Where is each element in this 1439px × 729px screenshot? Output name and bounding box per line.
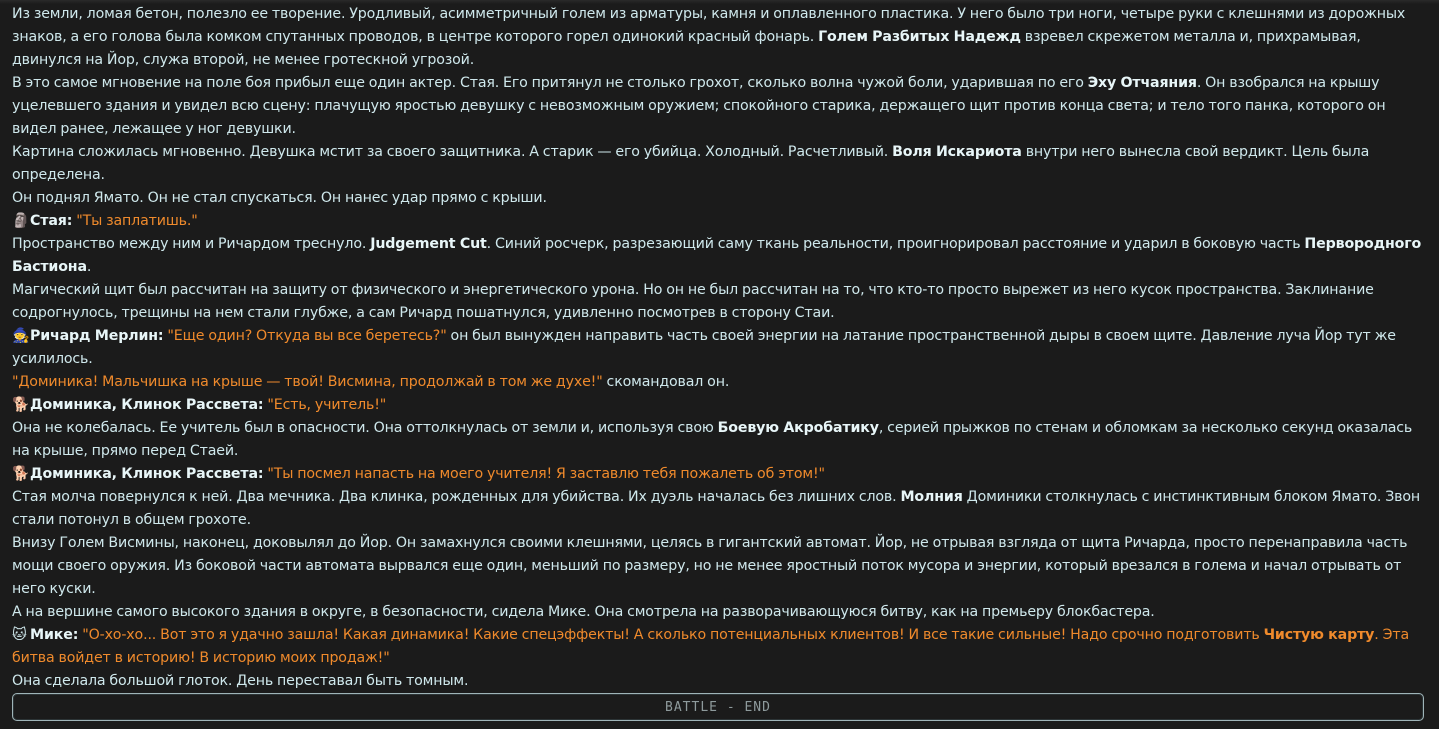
dialogue-quote: "Есть, учитель!" (267, 397, 387, 413)
dialogue-quote: "Ты заплатишь." (76, 213, 198, 229)
narration-paragraph: Внизу Голем Висмины, наконец, доковылял до Йор. Он замахнулся своими клешнями, целясь в гигантский автомат. Йор, не отрывая взгляда от щита Ричарда, просто перенаправила часть мощи своего оружия. Из боковой части автомата вырвался еще один, меньший по размеру, но не менее яростный поток мусора и энергии, который врезался в голема и начал отрывать от него куски. (12, 535, 1408, 597)
narration-paragraph: А на вершине самого высокого здания в округе, в безопасности, сидела Мике. Она смотрела на разворачивающуюся битву, как на премьеру блокбастера. (12, 604, 1155, 620)
narration-paragraph: Стая молча повернулся к ней. Два мечника. Два клинка, рожденных для убийства. Их дуэль началась без лишних слов. Молния Доминики столкнулась с инстинктивным блоком Ямато. Звон стали потонул в общем грохоте. (12, 489, 1421, 528)
speaker-name: Доминика, Клинок Рассвета: (30, 397, 264, 413)
narration-paragraph: Из земли, ломая бетон, полезло ее творение. Уродливый, асимметричный голем из арматуры, камня и оплавленного пластика. У него было три ноги, четыре руки с клешнями из дорожных знаков, а его голова была комком спутанных проводов, в центре которого горел одинокий красный фонарь. Голем Разбитых Надежд взревел скрежетом металла и, прихрамывая, двинулся на Йор, служа второй, не менее гротескной угрозой. (12, 6, 1406, 68)
narration-paragraph: Пространство между ним и Ричардом треснуло. Judgement Cut. Синий росчерк, разрезающий саму ткань реальности, проигнорировал расстояние и ударил в боковую часть Первородного Бастиона. (12, 236, 1422, 275)
narration-paragraph: Она сделала большой глоток. День переставал быть томным. (12, 673, 469, 689)
dialogue-line (12, 624, 1424, 670)
cat-icon: 🐱 (12, 627, 27, 643)
dialogue-quote: "Ты посмел напасть на моего учителя! Я заставлю тебя пожалеть об этом!" (267, 466, 825, 482)
dialogue-quote: "Доминика! Мальчишка на крыше — твой! Висмина, продолжай в том же духе!" (12, 374, 603, 390)
battle-end-label: BATTLE - END (665, 699, 771, 715)
dialogue-line (12, 394, 1424, 417)
dog-icon: 🐕 (12, 466, 30, 482)
moai-icon: 🗿 (12, 213, 30, 229)
narration-paragraph: В это самое мгновение на поле боя прибыл еще один актер. Стая. Его притянул не столько грохот, сколько волна чужой боли, ударившая по его Эху Отчаяния. Он взобрался на крышу уцелевшего здания и увидел всю сцену: плачущую яростью девушку с невозможным оружием; спокойного старика, держащего щит против конца света; и тело того панка, которого он видел ранее, лежащее у ног девушки. (12, 75, 1386, 137)
dog-icon: 🐕 (12, 397, 30, 413)
narration-paragraph: Он поднял Ямато. Он не стал спускаться. Он нанес удар прямо с крыши. (12, 190, 547, 206)
battle-end-button[interactable] (12, 693, 1424, 721)
speaker-name: Доминика, Клинок Рассвета: (30, 466, 264, 482)
dialogue-line (12, 210, 1424, 233)
dialogue-line: "Доминика! Мальчишка на крыше — твой! Висмина, продолжай в том же духе!" скомандовал он. (12, 374, 730, 390)
narration-paragraph: Она не колебалась. Ее учитель был в опасности. Она оттолкнулась от земли и, используя свою Боевую Акробатику, серией прыжков по стенам и обломкам за несколько секунд оказалась на крыше, прямо перед Стаей. (12, 420, 1413, 459)
dialogue-line: 🧙Ричард Мерлин: "Еще один? Откуда вы все беретесь?" он был вынужден направить часть своей энергии на латание пространственной дыры в своем щите. Давление луча Йор тут же усилилось. (12, 325, 1424, 371)
speaker-name: Стая: (30, 213, 73, 229)
dialogue-quote: "Еще один? Откуда вы все беретесь?" (167, 328, 447, 344)
speaker-name: Мике: (30, 627, 79, 643)
narration-paragraph: Магический щит был рассчитан на защиту от физического и энергетического урона. Но он не был рассчитан на то, что кто-то просто вырежет из него кусок пространства. Заклинание содрогнулось, трещины на нем стали глубже, а сам Ричард пошатнулся, удивленно посмотрев в сторону Стаи. (12, 282, 1374, 321)
dialogue-quote: "О-хо-хо... Вот это я удачно зашла! Какая динамика! Какие спецэффекты! А сколько потенциальных клиентов! И все такие сильные! Надо срочно подготовить Чистую карту. Эта битва войдет в историю! В историю моих продаж!" (12, 627, 1410, 666)
wizard-icon: 🧙 (12, 328, 30, 344)
story-log (12, 3, 1424, 691)
speaker-name: Ричард Мерлин: (30, 328, 164, 344)
dialogue-line (12, 463, 1424, 486)
narration-paragraph: Картина сложилась мгновенно. Девушка мстит за своего защитника. А старик — его убийца. Холодный. Расчетливый. Воля Искариота внутри него вынесла свой вердикт. Цель была определена. (12, 144, 1370, 183)
